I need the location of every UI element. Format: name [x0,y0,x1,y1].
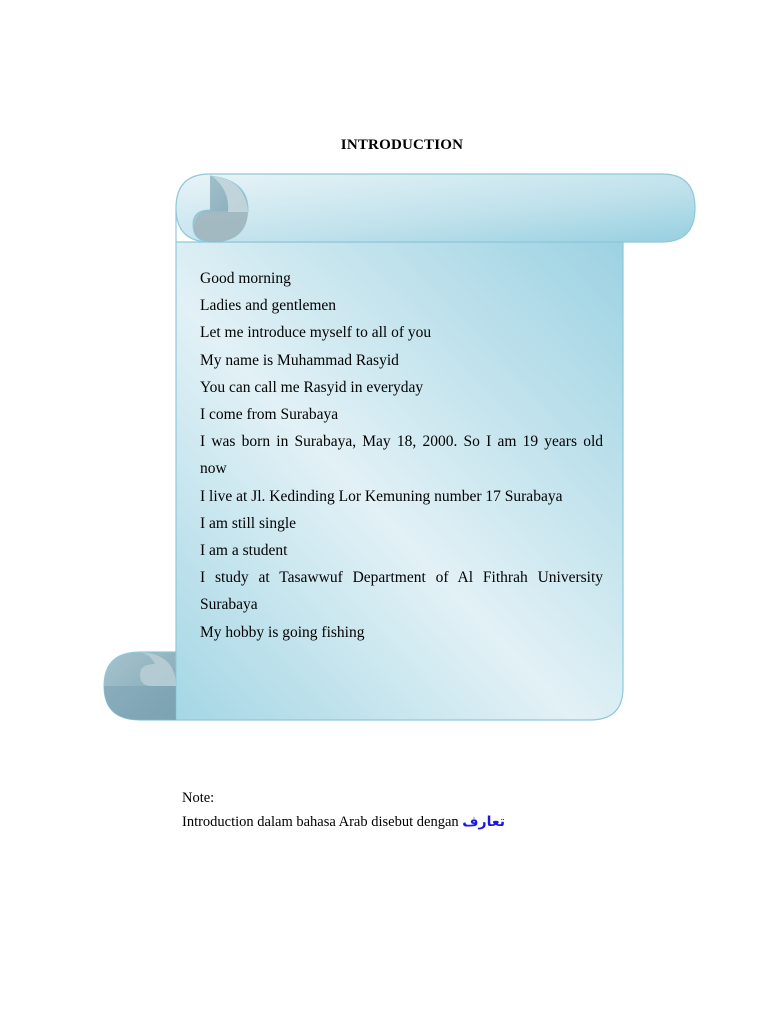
note-section [182,786,505,834]
arabic-term: تعارف [462,814,506,830]
scroll-line: I study at Tasawwuf Department of Al Fithrah University Surabaya [200,569,603,614]
scroll-line: Ladies and gentlemen [200,297,337,315]
scroll-line: My hobby is going fishing [200,623,365,641]
scroll-text-list [200,265,603,646]
scroll-line: I am a student [200,542,288,560]
scroll-line: My name is Muhammad Rasyid [200,351,399,369]
scroll-line: I live at Jl. Kedinding Lor Kemuning number 17 Surabaya [200,487,563,505]
note-text: Introduction dalam bahasa Arab disebut dengan [182,814,459,830]
scroll-top-band [176,174,695,242]
scroll-line: I am still single [200,514,297,532]
scroll-line: You can call me Rasyid in everyday [200,378,424,396]
note-body [182,810,505,834]
note-label: Note: [182,790,215,806]
scroll-line: Good morning [200,270,291,287]
scroll-line: Let me introduce myself to all of you [200,324,432,342]
page-title: INTRODUCTION [340,137,464,153]
scroll-line: I come from Surabaya [200,406,339,424]
scroll-line: I was born in Surabaya, May 18, 2000. So I am 19 years old now [200,433,603,478]
